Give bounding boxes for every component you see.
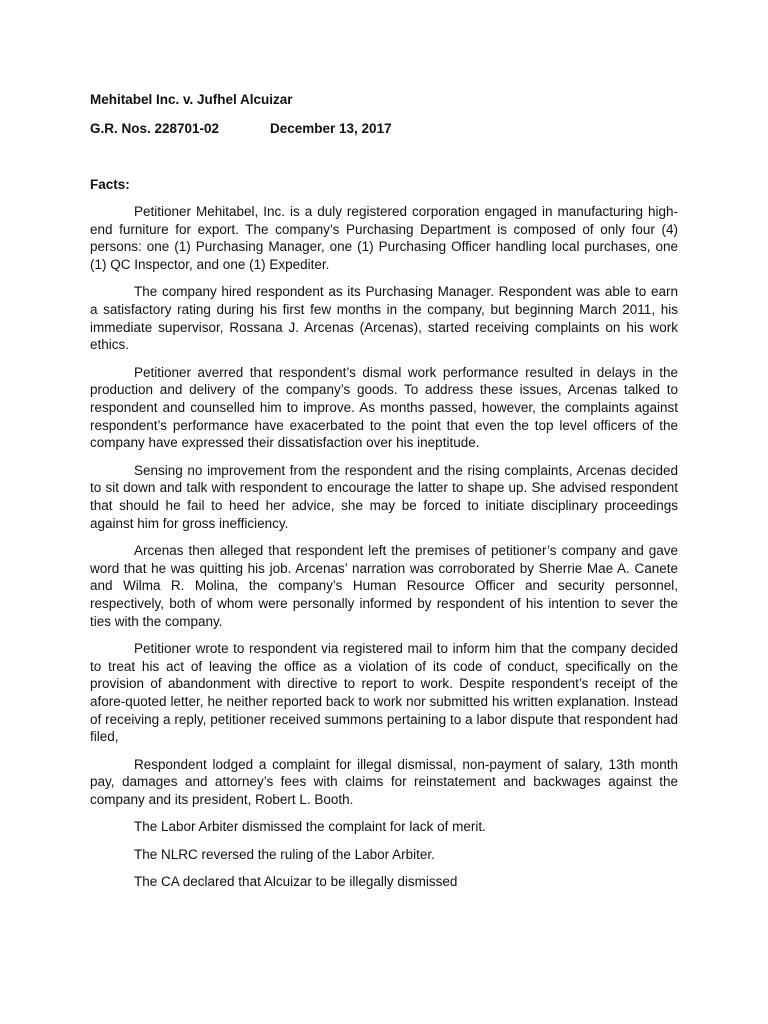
paragraph: Petitioner averred that respondent’s dismal work performance resulted in delays in the production and delivery of the company’s goods. To address these issues, Arcenas talked to respondent and counselled him to improve. As months passed, however, the complaints against respondent’s performance have exacerbated to the point that even the top level officers of the company have expressed their dissatisfaction over his ineptitude. xyxy=(90,364,678,451)
paragraph: Petitioner Mehitabel, Inc. is a duly registered corporation engaged in manufacturing high-end furniture for export. The company’s Purchasing Department is composed of only four (4) persons: one (1) Purchasing Manager, one (1) Purchasing Officer handling local purchases, one (1) QC Inspector, and one (1) Expediter. xyxy=(90,204,678,273)
case-meta xyxy=(90,121,392,136)
paragraph: Petitioner wrote to respondent via registered mail to inform him that the company decided to treat his act of leaving the office as a violation of its code of conduct, specifically on the provision of abandonment with directive to report to work. Despite respondent’s receipt of the afore-quoted letter, he neither reported back to work nor submitted his written explanation. Instead of receiving a reply, petitioner received summons pertaining to a labor dispute that respondent had filed, xyxy=(90,640,678,745)
paragraph: Respondent lodged a complaint for illegal dismissal, non-payment of salary, 13th month pay, damages and attorney’s fees with claims for reinstatement and backwages against the company and its president, Robert L. Booth. xyxy=(90,756,678,808)
case-title: Mehitabel Inc. v. Jufhel Alcuizar xyxy=(90,92,293,107)
facts-heading: Facts: xyxy=(90,177,130,192)
paragraph: The Labor Arbiter dismissed the complaint for lack of merit. xyxy=(134,819,486,835)
paragraph: Sensing no improvement from the respondent and the rising complaints, Arcenas decided to sit down and talk with respondent to encourage the latter to shape up. She advised respondent that should he fail to heed her advice, she may be forced to initiate disciplinary proceedings against him for gross inefficiency. xyxy=(90,462,678,531)
paragraph: The NLRC reversed the ruling of the Labor Arbiter. xyxy=(134,846,435,862)
facts-body xyxy=(90,203,678,900)
decision-date: December 13, 2017 xyxy=(270,121,392,136)
gr-number: G.R. Nos. 228701-02 xyxy=(90,121,220,136)
paragraph: The CA declared that Alcuizar to be illegally dismissed xyxy=(134,873,458,889)
paragraph: Arcenas then alleged that respondent left the premises of petitioner’s company and gave word that he was quitting his job. Arcenas’ narration was corroborated by Sherrie Mae A. Canete and Wilma R. Molina, the company’s Human Resource Officer and security personnel, respectively, both of whom were personally informed by respondent of his intention to sever the ties with the company. xyxy=(90,542,678,629)
paragraph: The company hired respondent as its Purchasing Manager. Respondent was able to earn a satisfactory rating during his first few months in the company, but beginning March 2011, his immediate supervisor, Rossana J. Arcenas (Arcenas), started receiving complaints on his work ethics. xyxy=(90,284,678,353)
